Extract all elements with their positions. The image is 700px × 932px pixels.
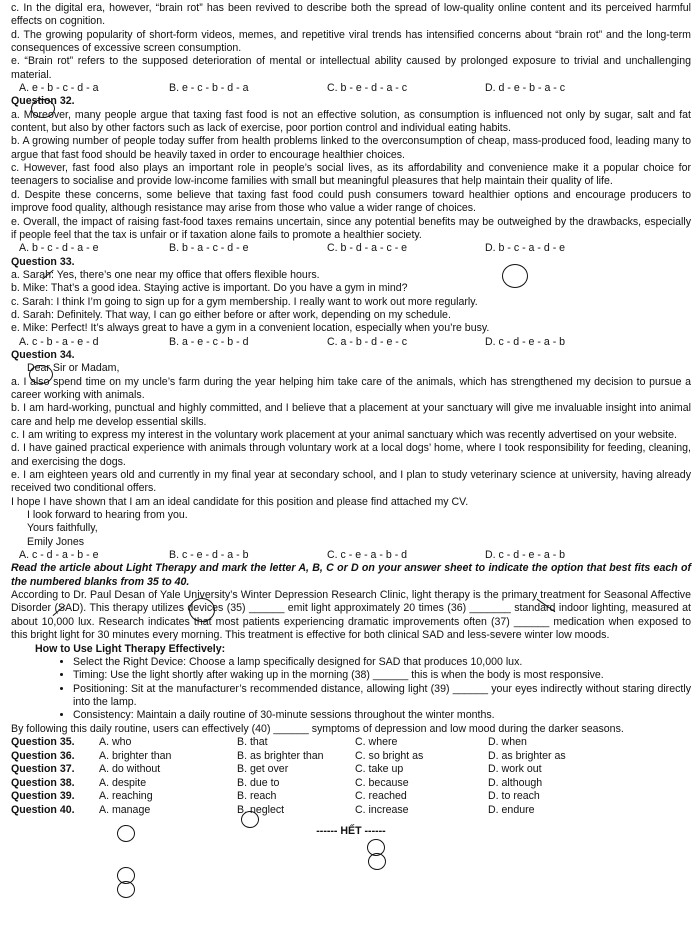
reading-bullet-list xyxy=(11,656,691,723)
q34-closing-hope: I hope I have shown that I am an ideal candidate for this position and please find attached my CV. xyxy=(11,495,469,508)
q31-sentence-d: d. The growing popularity of short-form videos, memes, and repetitive viral trends has intensified concerns about “brain rot” and the long-term consequences of excessive screen consumption. xyxy=(11,28,691,55)
q34-option-c[interactable]: C. c - e - a - b - d xyxy=(327,549,408,562)
q33-option-d[interactable]: D. c - d - e - a - b xyxy=(485,335,566,348)
q36-answer-circle-mark xyxy=(117,825,135,842)
answer-option-d[interactable]: D. endure xyxy=(488,803,535,816)
q34-closing-look-forward: I look forward to hearing from you. xyxy=(27,509,188,522)
answer-option-d[interactable]: D. as brighter as xyxy=(488,749,566,762)
q38-answer-circle-mark xyxy=(368,853,386,870)
q33-options xyxy=(11,336,691,349)
question-31 xyxy=(11,2,691,95)
q33-line-b: b. Mike: That’s a good idea. Staying active is important. Do you have a gym in mind? xyxy=(11,282,408,295)
q32-label: Question 32. xyxy=(11,95,75,108)
q33-option-c[interactable]: C. a - b - d - e - c xyxy=(327,335,408,348)
q32-option-c[interactable]: C. b - d - a - c - e xyxy=(327,242,408,255)
q40-answer-circle-mark xyxy=(117,881,135,898)
q34-greeting: Dear Sir or Madam, xyxy=(27,362,120,375)
q34-sentence-a: a. I also spend time on my uncle’s farm during the year helping him take care of the animals, which has strengthened my decision to pursue a career working with animals. xyxy=(11,375,691,401)
answer-option-d[interactable]: D. although xyxy=(488,776,543,789)
answer-row-36 xyxy=(11,750,638,764)
answer-option-b[interactable]: B. due to xyxy=(237,776,280,789)
q32-options xyxy=(11,242,691,255)
q33-line-d: d. Sarah: Definitely. That way, I can go either before or after work, depending on my schedule. xyxy=(11,308,451,321)
q31-sentence-e: e. “Brain rot” refers to the supposed deterioration of mental or intellectual ability caused by prolonged exposure to trivial and unchallenging material. xyxy=(11,55,691,81)
q32-sentence-b: b. A growing number of people today suffer from health problems linked to the overconsumption of cheap, mass-produced food, leading many to argue that fast food should be heavily taxed in order to encourage healthier choices. xyxy=(11,135,691,161)
question-34 xyxy=(11,349,691,563)
answer-option-d[interactable]: D. work out xyxy=(488,763,542,776)
q32-sentence-a: a. Moreover, many people argue that taxing fast food is not an effective solution, as consumption is influenced not only by sugar, salt and fat content, but also by other factors such as lack of exercise, poor portion control and individual eating habits. xyxy=(11,108,691,135)
question-number: Question 35. xyxy=(11,735,75,748)
answer-option-c[interactable]: C. increase xyxy=(355,803,409,816)
answer-options-table xyxy=(11,736,638,818)
answer-option-a[interactable]: A. reaching xyxy=(99,790,153,803)
question-number: Question 37. xyxy=(11,763,75,776)
reading-paragraph-1: According to Dr. Paul Desan of Yale University’s Winter Depression Research Clinic, light therapy is the primary treatment for Seasonal Affective Disorder (SAD). This therapy utilizes devices (35) ______ emit light approximately 20 times (36) _______ standard indoor lighting, measured at about 10,000 lux. Research indicates that most patients experiencing dramatic improvements often (37) ______ medication when exposed to this bright light for 30 minutes every morning. This treatment is effective for both clinical SAD and less-severe winter low moods. xyxy=(11,589,691,642)
answer-row-40 xyxy=(11,804,638,818)
question-33 xyxy=(11,256,691,349)
answer-option-a[interactable]: A. brighter than xyxy=(99,749,172,762)
q32-option-a[interactable]: A. b - c - d - a - e xyxy=(19,242,99,255)
question-number: Question 36. xyxy=(11,749,75,762)
q31-option-b[interactable]: B. e - c - b - d - a xyxy=(169,82,249,95)
answer-option-b[interactable]: B. that xyxy=(237,735,268,748)
question-number: Question 39. xyxy=(11,790,75,803)
reading-bullet-positioning: • Positioning: Sit at the manufacturer’s recommended distance, allowing light (39) ______ your eyes indirectly without staring directly into the lamp. xyxy=(73,683,691,710)
q33-line-a: a. Sarah: Yes, there’s one near my office that offers flexible hours. xyxy=(11,268,320,281)
reading-bullet-device: • Select the Right Device: Choose a lamp specifically designed for SAD that produces 10,000 lux. xyxy=(73,656,691,669)
q33-answer-circle-mark xyxy=(29,365,53,384)
q35-answer-circle-mark xyxy=(241,811,259,828)
answer-option-c[interactable]: C. so bright as xyxy=(355,749,424,762)
q34-answer-circle-mark xyxy=(189,598,215,622)
q34-option-b[interactable]: B. c - e - d - a - b xyxy=(169,549,249,562)
q31-option-d[interactable]: D. d - e - b - a - c xyxy=(485,82,566,95)
answer-option-b[interactable]: B. reach xyxy=(237,790,277,803)
q34-closing-yours: Yours faithfully, xyxy=(27,522,98,535)
answer-row-35 xyxy=(11,736,638,750)
reading-bullet-consistency: • Consistency: Maintain a daily routine of 30-minute sessions throughout the winter months. xyxy=(73,709,691,722)
answer-row-39 xyxy=(11,790,638,804)
answer-option-a[interactable]: A. manage xyxy=(99,803,151,816)
answer-option-d[interactable]: D. when xyxy=(488,735,527,748)
reading-instruction: Read the article about Light Therapy and mark the letter A, B, C or D on your answer sheet to indicate the option that best fits each of the numbered blanks from 35 to 40. xyxy=(11,562,691,588)
answer-option-a[interactable]: A. despite xyxy=(99,776,147,789)
exam-page xyxy=(11,0,691,839)
answer-row-38 xyxy=(11,777,638,791)
answer-option-c[interactable]: C. take up xyxy=(355,763,404,776)
q34-sentence-d: d. I have gained practical experience with animals through voluntary work at a local dogs’ home, where I took responsibility for feeding, cleaning, and exercising the dogs. xyxy=(11,442,691,468)
answer-option-d[interactable]: D. to reach xyxy=(488,790,540,803)
q34-sentence-b: b. I am hard-working, punctual and highly committed, and I believe that a placement at your sanctuary will give me invaluable insight into animal care and help me develop essential skills. xyxy=(11,402,691,428)
q32-sentence-d: d. Despite these concerns, some believe that taxing fast food could push consumers toward healthier options and encourage producers to improve food quality, although resistance may arise from those who value a wider range of choices. xyxy=(11,188,691,215)
q34-option-d[interactable]: D. c - d - e - a - b xyxy=(485,549,566,562)
q34-option-a[interactable]: A. c - d - a - b - e xyxy=(19,549,99,562)
reading-bullet-timing: • Timing: Use the light shortly after waking up in the morning (38) ______ this is when the body is most responsive. xyxy=(73,669,691,682)
q33-line-e: e. Mike: Perfect! It’s always great to have a gym in a convenient location, especially when you’re busy. xyxy=(11,322,490,335)
q34-sentence-c: c. I am writing to express my interest in the voluntary work placement at your animal sanctuary which was recently advertised on your website. xyxy=(11,429,677,441)
q31-options xyxy=(11,82,691,95)
q34-signature-name: Emily Jones xyxy=(27,535,85,548)
end-of-test-footer: ------ HẾT ------ xyxy=(316,825,386,838)
question-number: Question 40. xyxy=(11,803,75,816)
q31-sentence-c: c. In the digital era, however, “brain rot” has been revived to describe both the spread of low-quality online content and its perceived harmful effects on cognition. xyxy=(11,2,691,28)
q34-label: Question 34. xyxy=(11,348,75,361)
q33-label: Question 33. xyxy=(11,255,75,268)
answer-row-37 xyxy=(11,763,638,777)
question-number: Question 38. xyxy=(11,776,75,789)
answer-option-b[interactable]: B. neglect xyxy=(237,803,285,816)
q34-sentence-e: e. I am eighteen years old and currently in my final year at secondary school, and I plan to study veterinary science at university, having already received two conditional offers. xyxy=(11,469,691,495)
question-32 xyxy=(11,95,691,255)
answer-option-a[interactable]: A. do without xyxy=(99,763,161,776)
answer-option-a[interactable]: A. who xyxy=(99,735,132,748)
answer-option-c[interactable]: C. because xyxy=(355,776,409,789)
q32-option-b[interactable]: B. b - a - c - d - e xyxy=(169,242,249,255)
answer-option-b[interactable]: B. get over xyxy=(237,763,289,776)
answer-option-c[interactable]: C. where xyxy=(355,735,398,748)
q32-option-d[interactable]: D. b - c - a - d - e xyxy=(485,242,566,255)
q32-sentence-c: c. However, fast food also plays an important role in people’s social lives, as its affordability and convenience make it a popular choice for teenagers to socialise and provide low-income families with small but meaningful pleasures that help maintain their quality of life. xyxy=(11,162,691,188)
q32-sentence-e: e. Overall, the impact of raising fast-food taxes remains uncertain, since any potential benefits may be outweighed by the drawbacks, especially if people feel that the tax is unfair or if taxation alone fails to promote a healthier society. xyxy=(11,215,691,241)
q33-option-a[interactable]: A. c - b - a - e - d xyxy=(19,335,99,348)
q31-option-a[interactable]: A. e - b - c - d - a xyxy=(19,82,99,95)
reading-passage xyxy=(11,562,691,735)
q32-answer-circle-mark xyxy=(502,264,528,288)
q33-line-c: c. Sarah: I think I’m going to sign up for a gym membership. I really want to work out more regularly. xyxy=(11,295,478,308)
q31-option-c[interactable]: C. b - e - d - a - c xyxy=(327,82,408,95)
answer-option-b[interactable]: B. as brighter than xyxy=(237,749,324,762)
answer-option-c[interactable]: C. reached xyxy=(355,790,407,803)
reading-final-sentence: By following this daily routine, users can effectively (40) ______ symptoms of depression and low mood during the darker seasons. xyxy=(11,722,624,735)
q33-option-b[interactable]: B. a - e - c - b - d xyxy=(169,335,249,348)
q34-options xyxy=(11,549,691,562)
reading-subheading: How to Use Light Therapy Effectively: xyxy=(35,642,226,655)
q31-answer-circle-mark xyxy=(31,99,55,118)
